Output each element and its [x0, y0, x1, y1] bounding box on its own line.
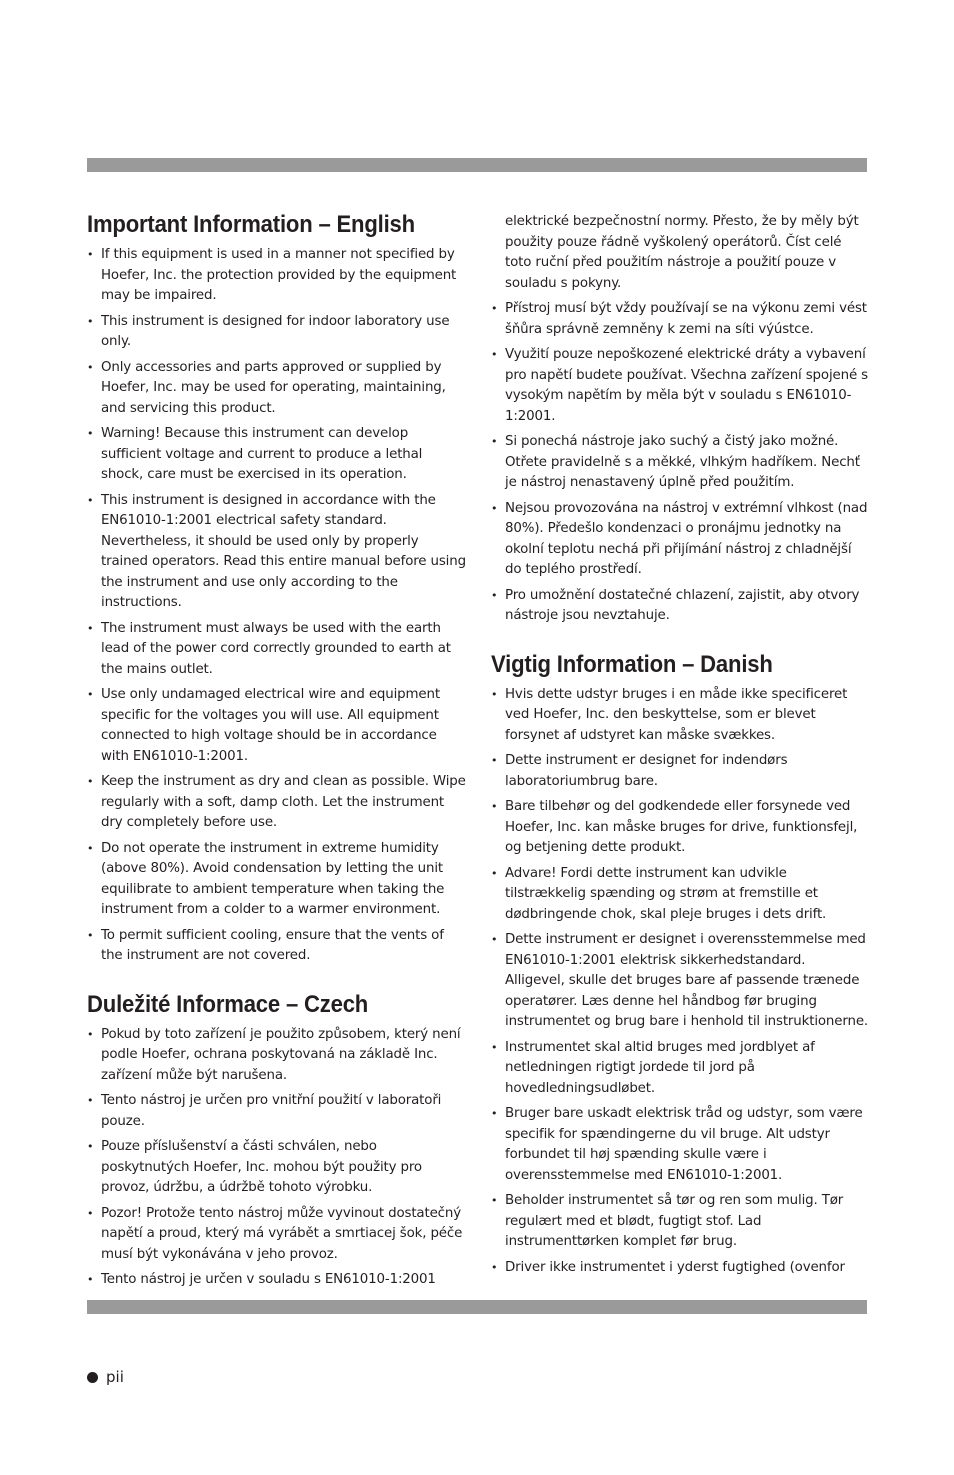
- list-item: • Bare tilbehør og del godkendede eller forsynede ved Hoefer, Inc. kan måske bruges for drive, funktionsfejl, og betjening dette produkt.: [491, 797, 869, 859]
- list-czech: [87, 1025, 467, 1291]
- list-item: • Hvis dette udstyr bruges i en måde ikke specificeret ved Hoefer, Inc. den beskyttelse, som er blevet forsynet af udstyret kan måske svækkes.: [491, 685, 869, 747]
- list-item: • Keep the instrument as dry and clean as possible. Wipe regularly with a soft, damp cloth. Let the instrument dry completely before use.: [87, 772, 467, 834]
- list-item: • Pokud by toto zařízení je použito způsobem, který není podle Hoefer, ochrana poskytovaná na základě Inc. zařízení může být narušena.: [87, 1025, 467, 1087]
- section-english: [87, 209, 467, 967]
- list-item: • Přístroj musí být vždy používají se na výkonu zemi vést šňůra správně zemněny k zemi na síti výústce.: [491, 299, 869, 340]
- list-item: • This instrument is designed in accordance with the EN61010-1:2001 electrical safety standard. Nevertheless, it should be used only by properly trained operators. Read this entire manual before using the instrument and use only according to the instructions.: [87, 491, 467, 614]
- list-item: • Do not operate the instrument in extreme humidity (above 80%). Avoid condensation by letting the unit equilibrate to ambient temperature when taking the instrument from a colder to a warmer environment.: [87, 839, 467, 921]
- list-czech-continued: [491, 299, 869, 627]
- bullet-dot-icon: [87, 1372, 98, 1383]
- list-item: • The instrument must always be used with the earth lead of the power cord correctly grounded to earth at the mains outlet.: [87, 619, 467, 681]
- section-title-english: Important Information – English: [87, 211, 415, 238]
- list-item: • Využití pouze nepoškozené elektrické dráty a vybavení pro napětí budete používat. Všechna zařízení spojené s vysokým napětím by měla být v souladu s EN61010-1:2001.: [491, 345, 869, 427]
- left-column: [87, 209, 467, 1313]
- page-number: pii: [106, 1368, 124, 1386]
- list-item: • Bruger bare uskadt elektrisk tråd og udstyr, som være specifik for spændingerne du vil bruge. Alt udstyr forbundet til høj spænding skulle være i overensstemmelse med EN61010-1:2001.: [491, 1104, 869, 1186]
- list-item: • Dette instrument er designet for indendørs laboratoriumbrug bare.: [491, 751, 869, 792]
- list-item: • Warning! Because this instrument can develop sufficient voltage and current to produce a lethal shock, care must be exercised in its operation.: [87, 424, 467, 486]
- list-danish: [491, 685, 869, 1279]
- list-item: • Tento nástroj je určen v souladu s EN61010-1:2001: [87, 1270, 467, 1291]
- section-title-danish: Vigtig Information – Danish: [491, 650, 773, 678]
- page-footer: [87, 1368, 124, 1386]
- list-item: • Pouze příslušenství a části schválen, nebo poskytnutých Hoefer, Inc. mohou být použity pro provoz, údržbu, a údržbě tohoto výrobku.: [87, 1137, 467, 1199]
- list-item: • Tento nástroj je určen pro vnitřní použití v laboratoři pouze.: [87, 1091, 467, 1132]
- list-item: • Pro umožnění dostatečné chlazení, zajistit, aby otvory nástroje jsou nevztahuje.: [491, 586, 869, 627]
- section-czech: [87, 989, 467, 1291]
- list-item: • This instrument is designed for indoor laboratory use only.: [87, 312, 467, 353]
- list-item: • Advare! Fordi dette instrument kan udvikle tilstrækkelig spænding og strøm at fremstille et dødbringende chok, skal pleje bruges i dets drift.: [491, 864, 869, 926]
- list-item: • Driver ikke instrumentet i yderst fugtighed (ovenfor: [491, 1258, 869, 1279]
- list-item: • Use only undamaged electrical wire and equipment specific for the voltages you will use. All equipment connected to high voltage should be in accordance with EN61010-1:2001.: [87, 685, 467, 767]
- list-item: • Only accessories and parts approved or supplied by Hoefer, Inc. may be used for operating, maintaining, and servicing this product.: [87, 358, 467, 420]
- section-title-czech: Duležité Informace – Czech: [87, 990, 369, 1018]
- top-rule: [87, 158, 867, 172]
- list-item: • To permit sufficient cooling, ensure that the vents of the instrument are not covered.: [87, 926, 467, 967]
- bottom-rule: [87, 1300, 867, 1314]
- czech-continuation-text: elektrické bezpečnostní normy. Přesto, že by měly být použity pouze řádně vyškolený operátorů. Číst celé toto ruční před použitím nástroje a použití pouze v souladu s pokyny.: [505, 214, 859, 291]
- list-item: • Si ponechá nástroje jako suchý a čistý jako možné. Otřete pravidelně s a měkké, vlhkým hadříkem. Nechť je nástroj nenastavený úplně před použitím.: [491, 432, 869, 494]
- list-item: • Dette instrument er designet i overensstemmelse med EN61010-1:2001 elektrisk sikkerhedstandard. Alligevel, skulle det bruges bare af passende trænede operatører. Læs denne hel håndbog før bruging instrumentet og brug bare i henhold til instruktionerne.: [491, 930, 869, 1033]
- list-item: • Nejsou provozována na nástroj v extrémní vlhkost (nad 80%). Předešlo kondenzaci o pronájmu jednotky na okolní teplotu nechá při přijímání nástroj z chladnější do teplého prostředí.: [491, 499, 869, 581]
- section-danish: [491, 649, 869, 1279]
- list-item: • Beholder instrumentet så tør og ren som mulig. Tør regulært med et blødt, fugtigt stof. Lad instrumenttørken komplet før brug.: [491, 1191, 869, 1253]
- list-item: • Pozor! Protože tento nástroj může vyvinout dostatečný napětí a proud, který má vyrábět a smrtiacej šok, péče musí být vykonávána v jeho provoz.: [87, 1204, 467, 1266]
- list-item: • Instrumentet skal altid bruges med jordblyet af netledningen rigtigt jordede til jord på hovedledningsudløbet.: [491, 1038, 869, 1100]
- section-czech-continued: [491, 212, 869, 627]
- right-column: [491, 212, 869, 1300]
- list-item: • If this equipment is used in a manner not specified by Hoefer, Inc. the protection provided by the equipment may be impaired.: [87, 245, 467, 307]
- list-english: [87, 245, 467, 967]
